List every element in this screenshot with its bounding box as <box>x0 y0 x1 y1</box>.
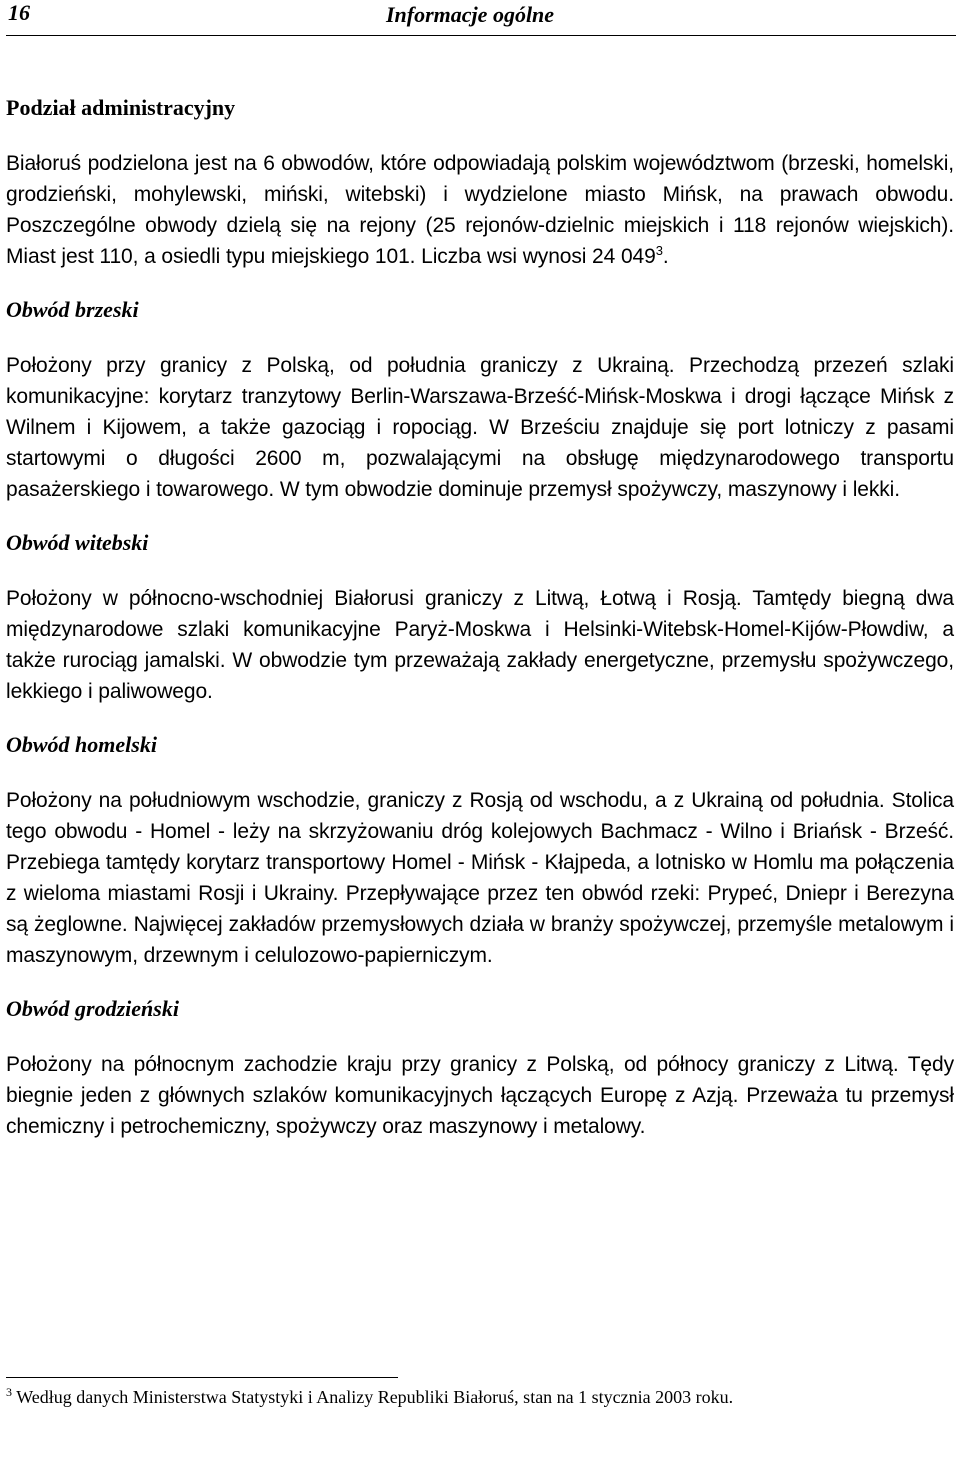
region-text-witebski: Położony w północno-wschodniej Białorusi graniczy z Litwą, Łotwą i Rosją. Tamtędy biegną dwa międzynarodowe szlaki komunikacyjne Paryż-Moskwa i Helsinki-Witebsk-Homel-Kijów-Płowdiw, a także rurociąg jamalski. W obwodzie tym przeważają zakłady energetyczne, przemysłu spożywczego, lekkiego i paliwowego. <box>6 587 954 703</box>
region-text-grodzienski: Położony na północnym zachodzie kraju przy granicy z Polską, od północy graniczy z Litwą. Tędy biegnie jeden z głównych szlaków komunikacyjnych łączących Europę z Azją. Przeważa tu przemysł chemiczny i petrochemiczny, spożywczy oraz maszynowy i metalowy. <box>6 1053 954 1138</box>
footnote <box>6 1386 946 1408</box>
header-rule <box>6 35 956 36</box>
running-title: Informacje ogólne <box>386 2 555 27</box>
region-title-brzeski: Obwód brzeski <box>6 297 139 322</box>
footnote-mark: 3 <box>6 1385 12 1399</box>
intro-text: Białoruś podzielona jest na 6 obwodów, które odpowiadają polskim województwom (brzeski, homelski, grodzieński, mohylewski, miński, witebski) i wydzielone miasto Mińsk, na prawach obwodu. Poszczególne obwody dzielą się na rejony (25 rejonów-dzielnic miejskich i 118 rejonów wiejskich). Miast jest 110, a osiedli typu miejskiego 101. Liczba wsi wynosi 24 049 <box>6 152 954 268</box>
page-number: 16 <box>8 0 30 25</box>
footnote-reference[interactable]: 3 <box>655 243 663 258</box>
page-content <box>6 88 954 1142</box>
region-text-homelski: Położony na południowym wschodzie, graniczy z Rosją od wschodu, a z Ukrainą od południa. Stolica tego obwodu - Homel - leży na skrzyżowaniu dróg kolejowych Bachmacz - Wilno i Briańsk - Brześć. Przebiega tamtędy korytarz transportowy Homel - Mińsk - Kłajpeda, a lotnisko w Homlu ma połączenia z wieloma miastami Rosji i Ukrainy. Przepływające przez ten obwód rzeki: Prypeć, Dniepr i Berezyna są żeglowne. Najwięcej zakładów przemysłowych działa w branży spożywczej, przemyśle metalowym i maszynowym, drzewnym i celulozowo-papierniczym. <box>6 789 954 967</box>
footnote-rule <box>6 1377 398 1378</box>
region-title-homelski: Obwód homelski <box>6 732 157 757</box>
region-title-grodzienski: Obwód grodzieński <box>6 996 179 1021</box>
region-text-brzeski: Położony przy granicy z Polską, od południa graniczy z Ukrainą. Przechodzą przezeń szlaki komunikacyjne: korytarz tranzytowy Berlin-Warszawa-Brześć-Mińsk-Moskwa i drogi łączące Mińsk z Wilnem i Kijowem, a także gazociąg i ropociąg. W Brześciu znajduje się port lotniczy z pasami startowymi o długości 2600 m, pozwalającymi na obsługę międzynarodowego transportu pasażerskiego i towarowego. W tym obwodzie dominuje przemysł spożywczy, maszynowy i lekki. <box>6 354 954 501</box>
intro-paragraph <box>6 148 954 272</box>
footnote-text: Według danych Ministerstwa Statystyki i Analizy Republiki Białoruś, stan na 1 stycznia 2003 roku. <box>16 1387 734 1407</box>
region-title-witebski: Obwód witebski <box>6 530 149 555</box>
page-header <box>0 0 960 40</box>
section-title: Podział administracyjny <box>6 95 236 120</box>
intro-end: . <box>662 245 669 268</box>
